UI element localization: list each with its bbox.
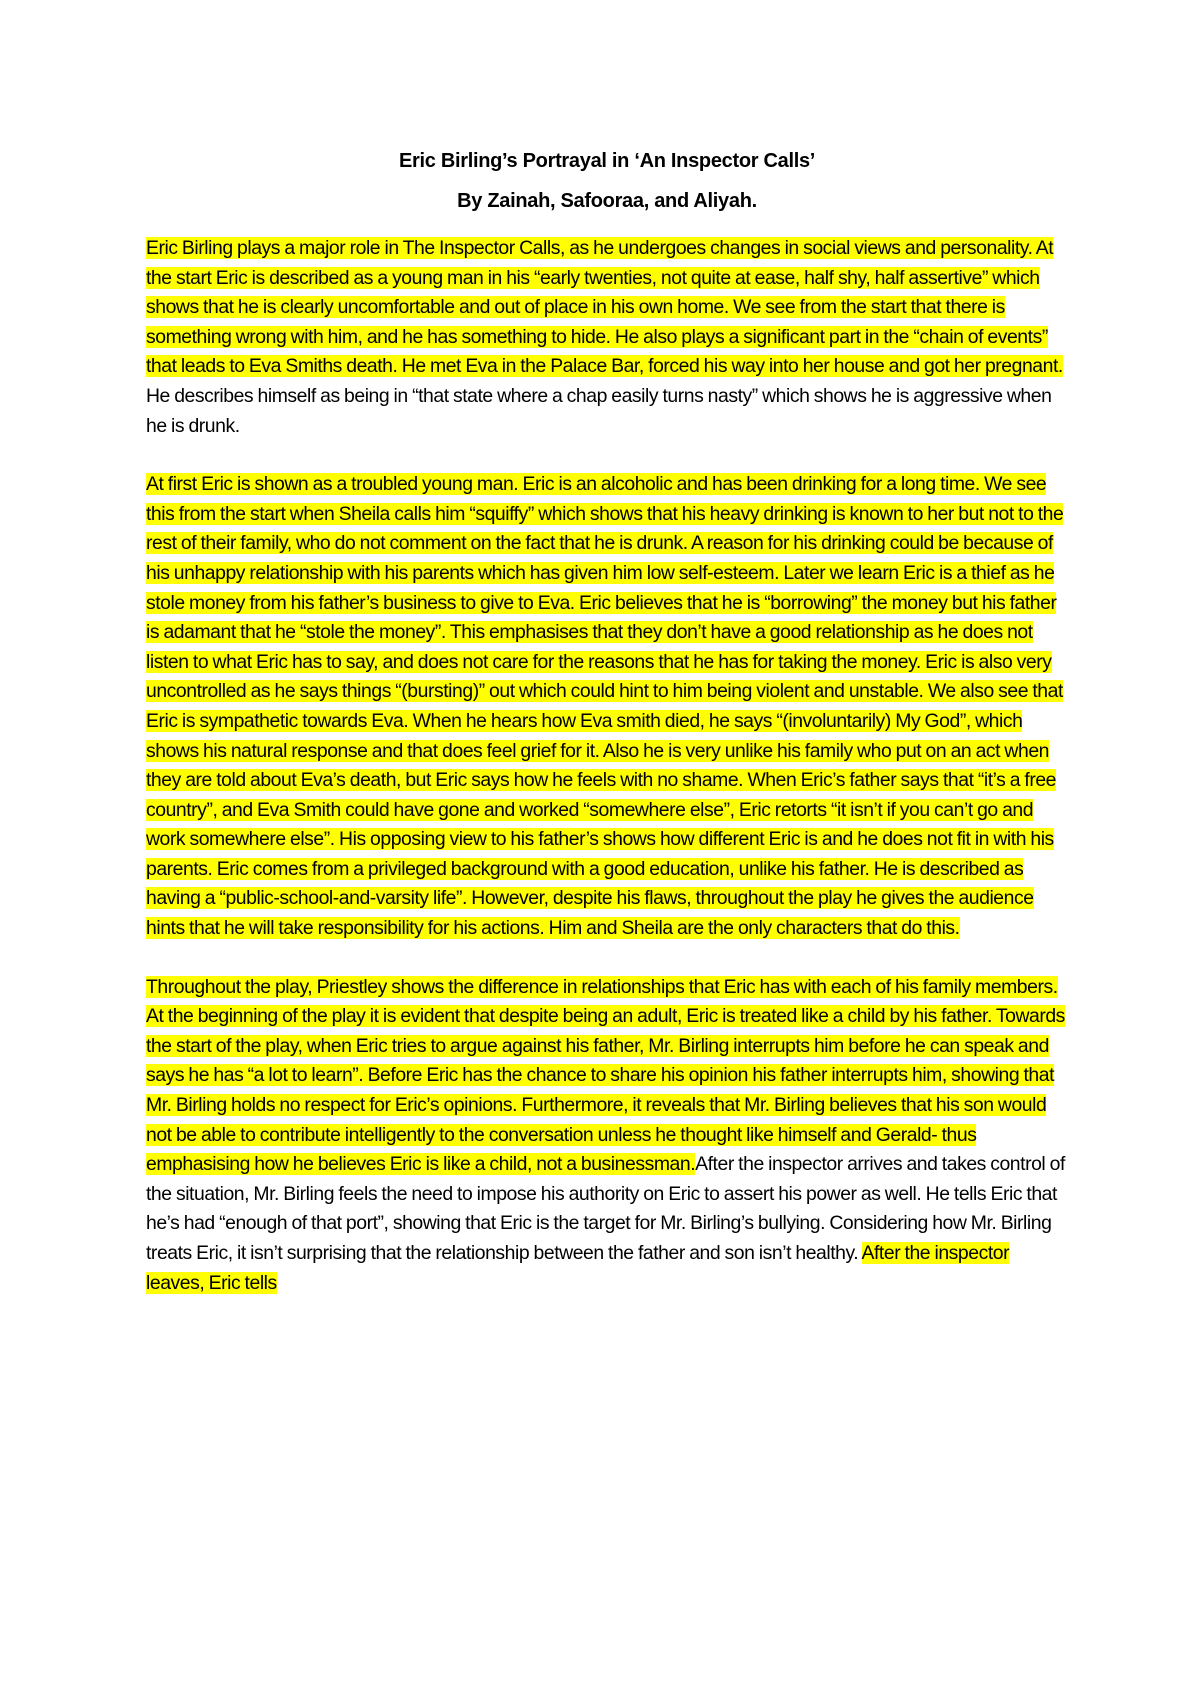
highlighted-text: Eric Birling plays a major role in The Inspector Calls, as he undergoes changes in social views and personality. At the start Eric is described as a young man in his “early twenties, not quite at ease, half shy, half assertive” which shows that he is clearly uncomfortable and out of place in his own home. We see from the start that there is something wrong with him, and he has something to hide. He also plays a significant part in the “chain of events” that leads to Eva Smiths death. He met Eva in the Palace Bar, forced his way into her house and got her pregnant. — [146, 237, 1063, 378]
document-byline: By Zainah, Safooraa, and Aliyah. — [457, 190, 757, 212]
plain-text: After the inspector arrives and takes control of the situation, Mr. Birling feels the need to impose his authority on Eric to assert his power as well. He tells Eric that he’s had “enough of that port”, showing that Eric is the target for Mr. Birling’s bullying. Considering how Mr. Birling treats Eric, it isn’t surprising that the relationship between the father and son isn’t healthy. — [146, 1153, 1065, 1264]
document-title: Eric Birling’s Portrayal in ‘An Inspector Calls’ — [398, 150, 816, 172]
plain-text: He describes himself as being in “that state where a chap easily turns nasty” which shows he is aggressive when he is drunk. — [146, 384, 1052, 437]
highlighted-text: Throughout the play, Priestley shows the difference in relationships that Eric has with each of his family members. At the beginning of the play it is evident that despite being an adult, Eric is treated like a child by his father. Towards the start of the play, when Eric tries to argue against his father, Mr. Birling interrupts him before he can speak and says he has “a lot to learn”. Before Eric has the chance to share his opinion his father interrupts him, showing that Mr. Birling holds no respect for Eric’s opinions. Furthermore, it reveals that Mr. Birling believes that his son would not be able to contribute intelligently to the conversation unless he thought like himself and Gerald- thus emphasising how he believes Eric is like a child, not a businessman. — [146, 975, 1065, 1176]
highlighted-text-end: After the inspector leaves, Eric tells — [146, 1242, 1010, 1294]
paragraph-3 — [146, 973, 1068, 1299]
paragraph-1 — [146, 234, 1068, 441]
paragraph-2 — [146, 470, 1068, 944]
highlighted-text: At first Eric is shown as a troubled young man. Eric is an alcoholic and has been drinking for a long time. We see this from the start when Sheila calls him “squiffy” which shows that his heavy drinking is known to her but not to the rest of their family, who do not comment on the fact that he is drunk. A reason for his drinking could be because of his unhappy relationship with his parents which has given him low self-esteem. Later we learn Eric is a thief as he stole money from his father’s business to give to Eva. Eric believes that he is “borrowing” the money but his father is adamant that he “stole the money”. This emphasises that they don’t have a good relationship as he does not listen to what Eric has to say, and does not care for the reasons that he has for taking the money. Eric is also very uncontrolled as he says things “(bursting)” out which could hint to him being violent and unstable. We also see that Eric is sympathetic towards Eva. When he hears how Eva smith died, he says “(involuntarily) My God”, which shows his natural response and that does feel grief for it. Also he is very unlike his family who put on an act when they are told about Eva’s death, but Eric says how he feels with no shame. When Eric’s father says that “it’s a free country”, and Eva Smith could have gone and worked “somewhere else”, Eric retorts “it isn’t if you can’t go and work somewhere else”. His opposing view to his father’s shows how different Eric is and he does not fit in with his parents. Eric comes from a privileged background with a good education, unlike his father. He is described as having a “public-school-and-varsity life”. However, despite his flaws, throughout the play he gives the audience hints that he will take responsibility for his actions. Him and Sheila are the only characters that do this. — [146, 473, 1064, 940]
